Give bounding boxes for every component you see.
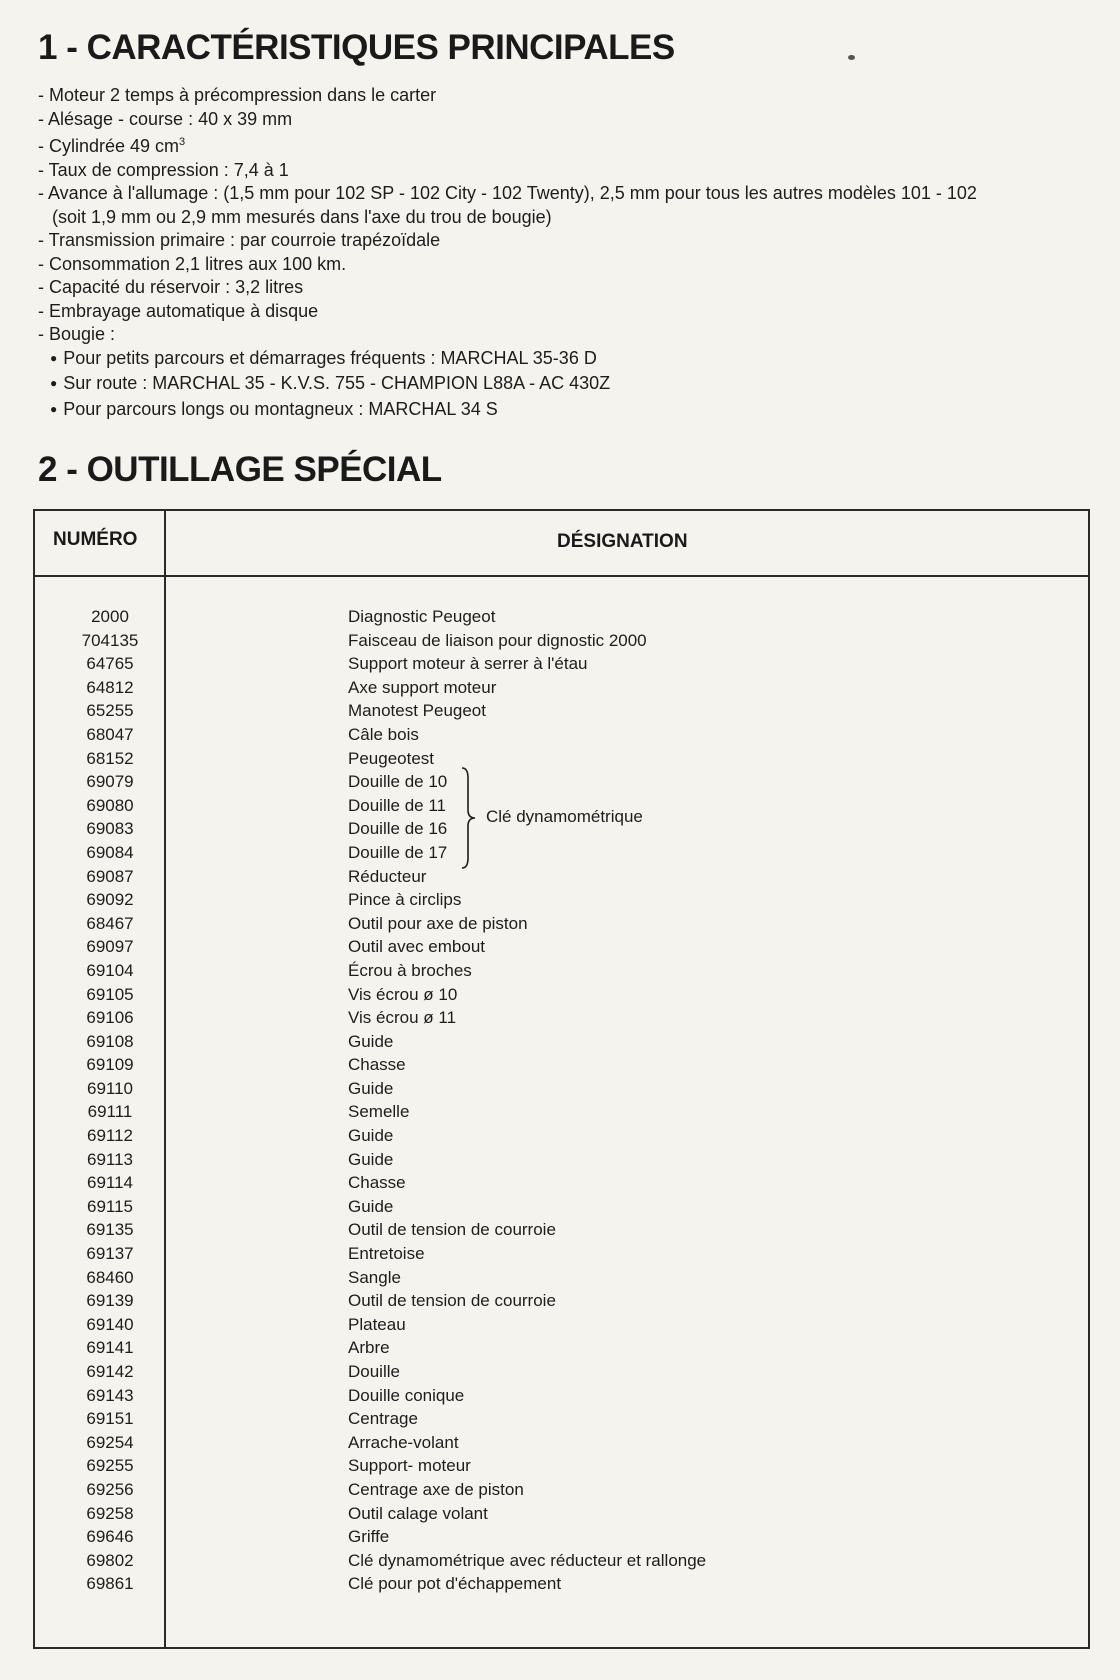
tool-number: 69258 [86, 1503, 134, 1523]
table-row [35, 1289, 1088, 1313]
tools-table [33, 509, 1090, 1649]
tool-designation: Guide [348, 1126, 394, 1146]
tool-designation: Sangle [348, 1267, 401, 1287]
tool-number: 69861 [86, 1574, 134, 1594]
table-row [35, 1502, 1088, 1526]
tool-number: 64765 [86, 654, 134, 674]
tool-designation: Vis écrou ø 11 [348, 1008, 457, 1028]
table-row [35, 1006, 1088, 1030]
tool-number: 69135 [86, 1220, 134, 1240]
spec-item: - Capacité du réservoir : 3,2 litres [38, 277, 304, 297]
spec-item: - Consommation 2,1 litres aux 100 km. [38, 253, 347, 274]
column-header-designation: DÉSIGNATION [557, 531, 688, 552]
tool-number: 69083 [86, 819, 134, 839]
tool-number: 69139 [86, 1291, 134, 1311]
tool-designation: Guide [348, 1078, 394, 1098]
bougie-list-wrap [38, 347, 1088, 424]
table-row [35, 1195, 1088, 1219]
table-row [35, 1549, 1088, 1573]
tool-number: 69113 [86, 1149, 133, 1169]
spec-list [38, 84, 1088, 423]
spec-item-avance [38, 182, 1088, 229]
tool-designation: Griffe [348, 1527, 390, 1547]
spec-item: - Transmission primaire : par courroie trapézoïdale [38, 230, 441, 250]
spec-text: - Avance à l'allumage : (1,5 mm pour 102 SP - 102 City - 102 Twenty), 2,5 mm pour tous les autres modèles 101 - 102 [38, 183, 977, 203]
tool-number: 64812 [86, 677, 134, 697]
tool-designation: Réducteur [348, 866, 427, 886]
table-row [35, 1171, 1088, 1195]
tool-designation: Douille [348, 1362, 400, 1381]
tool-number: 69256 [86, 1479, 134, 1499]
spec-item: - Taux de compression : 7,4 à 1 [38, 159, 289, 180]
table-row [35, 1525, 1088, 1549]
tool-number: 68460 [86, 1267, 134, 1287]
table-row [35, 1148, 1088, 1172]
tool-designation: Support moteur à serrer à l'étau [348, 654, 588, 674]
tool-number: 69137 [86, 1244, 134, 1264]
table-row [35, 1218, 1088, 1242]
table-row [35, 1077, 1088, 1101]
tool-designation: Douille conique [348, 1385, 465, 1405]
spec-item: - Moteur 2 temps à précompression dans le carter [38, 85, 437, 105]
tool-designation: Douille de 17 [348, 842, 448, 862]
tool-designation: Arbre [348, 1338, 390, 1358]
tool-number: 69115 [86, 1196, 133, 1216]
tool-designation: Peugeotest [348, 748, 435, 768]
tool-number: 69646 [86, 1527, 134, 1547]
tool-number: 69802 [86, 1550, 134, 1570]
table-row [35, 1266, 1088, 1290]
tool-designation: Centrage axe de piston [348, 1479, 524, 1499]
table-row [35, 1407, 1088, 1431]
table-row [35, 1454, 1088, 1478]
brace-icon [460, 766, 478, 870]
table-row [35, 1030, 1088, 1054]
tool-designation: Guide [348, 1196, 394, 1216]
tool-number: 69142 [86, 1362, 134, 1381]
tool-designation: Chasse [348, 1173, 406, 1193]
tool-designation: Plateau [348, 1314, 406, 1334]
tool-designation: Diagnostic Peugeot [348, 607, 496, 626]
tool-number: 69079 [86, 772, 134, 792]
spec-item: - Embrayage automatique à disque [38, 300, 319, 321]
table-row [35, 912, 1088, 936]
tool-designation: Outil de tension de courroie [348, 1220, 556, 1240]
table-row [35, 699, 1088, 723]
tool-designation: Support- moteur [348, 1456, 471, 1476]
tool-designation: Outil de tension de courroie [348, 1291, 556, 1311]
bougie-option: ● Sur route : MARCHAL 35 - K.V.S. 755 - CHAMPION L88A - AC 430Z [38, 372, 1088, 398]
table-row [35, 935, 1088, 959]
cylindree-text: - Cylindrée 49 cm [38, 136, 180, 156]
tool-designation: Douille de 16 [348, 819, 448, 839]
tool-designation: Entretoise [348, 1244, 425, 1264]
tool-number: 69084 [86, 842, 134, 862]
table-row [35, 629, 1088, 653]
tool-designation: Outil avec embout [348, 937, 486, 957]
table-row [35, 723, 1088, 747]
tool-designation: Semelle [348, 1102, 410, 1122]
tool-designation: Centrage [348, 1409, 418, 1429]
column-header-numero: NUMÉRO [53, 529, 138, 550]
tool-number: 69106 [86, 1008, 134, 1028]
tool-designation: Guide [348, 1149, 394, 1169]
tool-number: 69143 [86, 1385, 134, 1405]
table-row [35, 959, 1088, 983]
table-row [35, 770, 1088, 794]
table-row [35, 605, 1088, 629]
tool-number: 69114 [86, 1173, 133, 1193]
spec-item: - Bougie : [38, 324, 116, 344]
table-body [35, 605, 1088, 1596]
bougie-option: ● Pour petits parcours et démarrages fréquents : MARCHAL 35-36 D [38, 347, 1088, 373]
tool-designation: Clé pour pot d'échappement [348, 1574, 562, 1594]
tool-number: 69080 [86, 795, 134, 815]
tool-designation: Pince à circlips [348, 890, 462, 910]
cylindree-exponent: 3 [179, 136, 186, 148]
section-2-title: 2 - OUTILLAGE SPÉCIAL [38, 450, 442, 489]
header-divider [35, 575, 1088, 577]
table-row [35, 865, 1088, 889]
table-row [35, 676, 1088, 700]
tool-number: 2000 [91, 607, 129, 626]
tool-number: 69104 [86, 960, 134, 980]
tool-number: 704135 [81, 630, 139, 650]
table-row [35, 1336, 1088, 1360]
table-row [35, 1124, 1088, 1148]
tool-number: 68467 [86, 913, 134, 933]
tool-number: 69097 [86, 937, 134, 957]
tool-designation: Clé dynamométrique avec réducteur et rallonge [348, 1550, 707, 1570]
tool-designation: Écrou à broches [348, 960, 472, 980]
table-row [35, 888, 1088, 912]
table-row [35, 1100, 1088, 1124]
tool-number: 69111 [87, 1102, 133, 1122]
table-row [35, 841, 1088, 865]
tool-number: 65255 [86, 701, 134, 721]
tool-number: 69151 [86, 1409, 134, 1429]
tool-number: 69087 [86, 866, 134, 886]
bougie-list [38, 347, 1088, 424]
tool-number: 69141 [86, 1338, 134, 1358]
section-1-title: 1 - CARACTÉRISTIQUES PRINCIPALES [38, 28, 675, 67]
tool-designation: Axe support moteur [348, 677, 497, 697]
tool-number: 68047 [86, 724, 134, 744]
spec-text-continued: (soit 1,9 mm ou 2,9 mm mesurés dans l'axe du trou de bougie) [52, 206, 552, 227]
table-row [35, 1313, 1088, 1337]
tool-designation: Manotest Peugeot [348, 701, 486, 721]
tool-number: 68152 [86, 748, 134, 768]
group-label: Clé dynamométrique [486, 807, 643, 826]
tool-number: 69092 [86, 890, 134, 910]
tool-number: 69140 [86, 1314, 134, 1334]
tool-number: 69105 [86, 984, 134, 1004]
tool-designation: Douille de 11 [348, 795, 446, 815]
tool-designation: Vis écrou ø 10 [348, 984, 458, 1004]
table-row [35, 1431, 1088, 1455]
speck [848, 55, 855, 60]
table-row [35, 652, 1088, 676]
table-row [35, 1384, 1088, 1408]
tool-designation: Outil pour axe de piston [348, 913, 528, 933]
table-row [35, 747, 1088, 771]
tool-designation: Câle bois [348, 724, 419, 744]
table-row [35, 1053, 1088, 1077]
spec-item-cylindree [38, 131, 1088, 159]
tool-designation: Outil calage volant [348, 1503, 488, 1523]
tool-designation: Douille de 10 [348, 772, 448, 792]
tool-number: 69109 [86, 1055, 134, 1075]
tool-number: 69108 [86, 1031, 134, 1051]
tool-designation: Arrache-volant [348, 1432, 459, 1452]
table-row [35, 1478, 1088, 1502]
spec-item: - Alésage - course : 40 x 39 mm [38, 108, 293, 129]
table-row [35, 983, 1088, 1007]
table-row [35, 1242, 1088, 1266]
tool-number: 69255 [86, 1456, 134, 1476]
tool-designation: Guide [348, 1031, 394, 1051]
table-row [35, 1572, 1088, 1596]
tool-designation: Faisceau de liaison pour dignostic 2000 [348, 630, 647, 650]
table-row [35, 1360, 1088, 1384]
tool-designation: Chasse [348, 1055, 406, 1075]
tool-number: 69254 [86, 1432, 134, 1452]
bougie-option: ● Pour parcours longs ou montagneux : MARCHAL 34 S [38, 398, 1088, 424]
tool-number: 69112 [86, 1126, 133, 1146]
tool-number: 69110 [86, 1078, 133, 1098]
